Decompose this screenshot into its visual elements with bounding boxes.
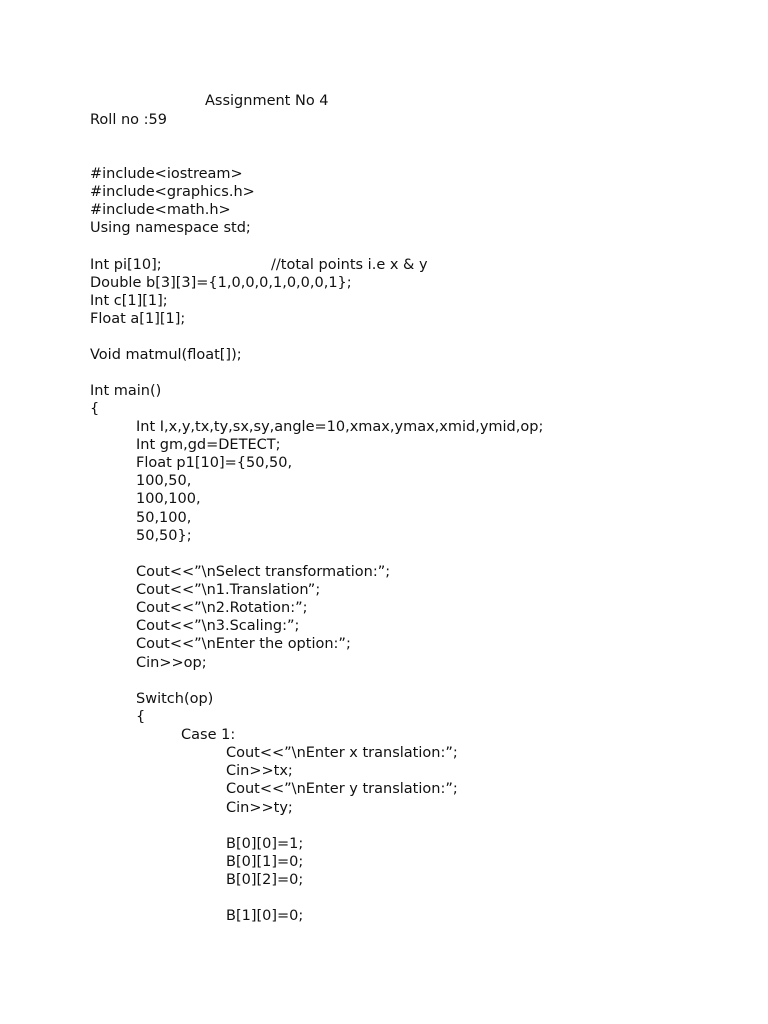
code-line: B[0][2]=0; xyxy=(226,872,304,888)
code-line: Cin>>op; xyxy=(136,655,207,671)
code-line: B[0][0]=1; xyxy=(226,836,304,852)
code-line: B[1][0]=0; xyxy=(226,908,304,924)
code-line: Double b[3][3]={1,0,0,0,1,0,0,0,1}; xyxy=(90,275,352,291)
code-line: Cout<<”\nEnter y translation:”; xyxy=(226,781,458,797)
code-line: Cout<<”\n1.Translation”; xyxy=(136,582,321,598)
assignment-title: Assignment No 4 xyxy=(205,93,329,109)
code-comment: //total points i.e x & y xyxy=(271,257,428,273)
code-line: Float p1[10]={50,50, xyxy=(136,455,293,471)
code-line: Int gm,gd=DETECT; xyxy=(136,437,281,453)
code-line: #include<math.h> xyxy=(90,202,231,218)
code-line: Cout<<”\nEnter x translation:”; xyxy=(226,745,458,761)
code-line: Using namespace std; xyxy=(90,220,251,236)
code-line: Int main() xyxy=(90,383,162,399)
code-line: B[0][1]=0; xyxy=(226,854,304,870)
code-line: Cin>>tx; xyxy=(226,763,293,779)
code-line: Int I,x,y,tx,ty,sx,sy,angle=10,xmax,ymax,xmid,ymid,op; xyxy=(136,419,544,435)
code-line: Int pi[10]; xyxy=(90,257,162,273)
code-line: #include<iostream> xyxy=(90,166,243,182)
code-line: #include<graphics.h> xyxy=(90,184,255,200)
code-line: Int c[1][1]; xyxy=(90,293,168,309)
code-line: Void matmul(float[]); xyxy=(90,347,242,363)
code-line: 50,100, xyxy=(136,510,192,526)
code-line: Cout<<”\n2.Rotation:”; xyxy=(136,600,308,616)
roll-number: Roll no :59 xyxy=(90,112,167,128)
code-line: 50,50}; xyxy=(136,528,192,544)
code-line: 100,100, xyxy=(136,491,201,507)
code-line: 100,50, xyxy=(136,473,192,489)
code-line: { xyxy=(136,709,146,725)
code-line: Float a[1][1]; xyxy=(90,311,186,327)
code-line: Cout<<”\nEnter the option:”; xyxy=(136,636,351,652)
code-line: Cout<<”\nSelect transformation:”; xyxy=(136,564,391,580)
code-line: Case 1: xyxy=(181,727,236,743)
code-line: Cout<<”\n3.Scaling:”; xyxy=(136,618,300,634)
code-line: Switch(op) xyxy=(136,691,214,707)
code-line: { xyxy=(90,401,100,417)
code-line: Cin>>ty; xyxy=(226,800,293,816)
